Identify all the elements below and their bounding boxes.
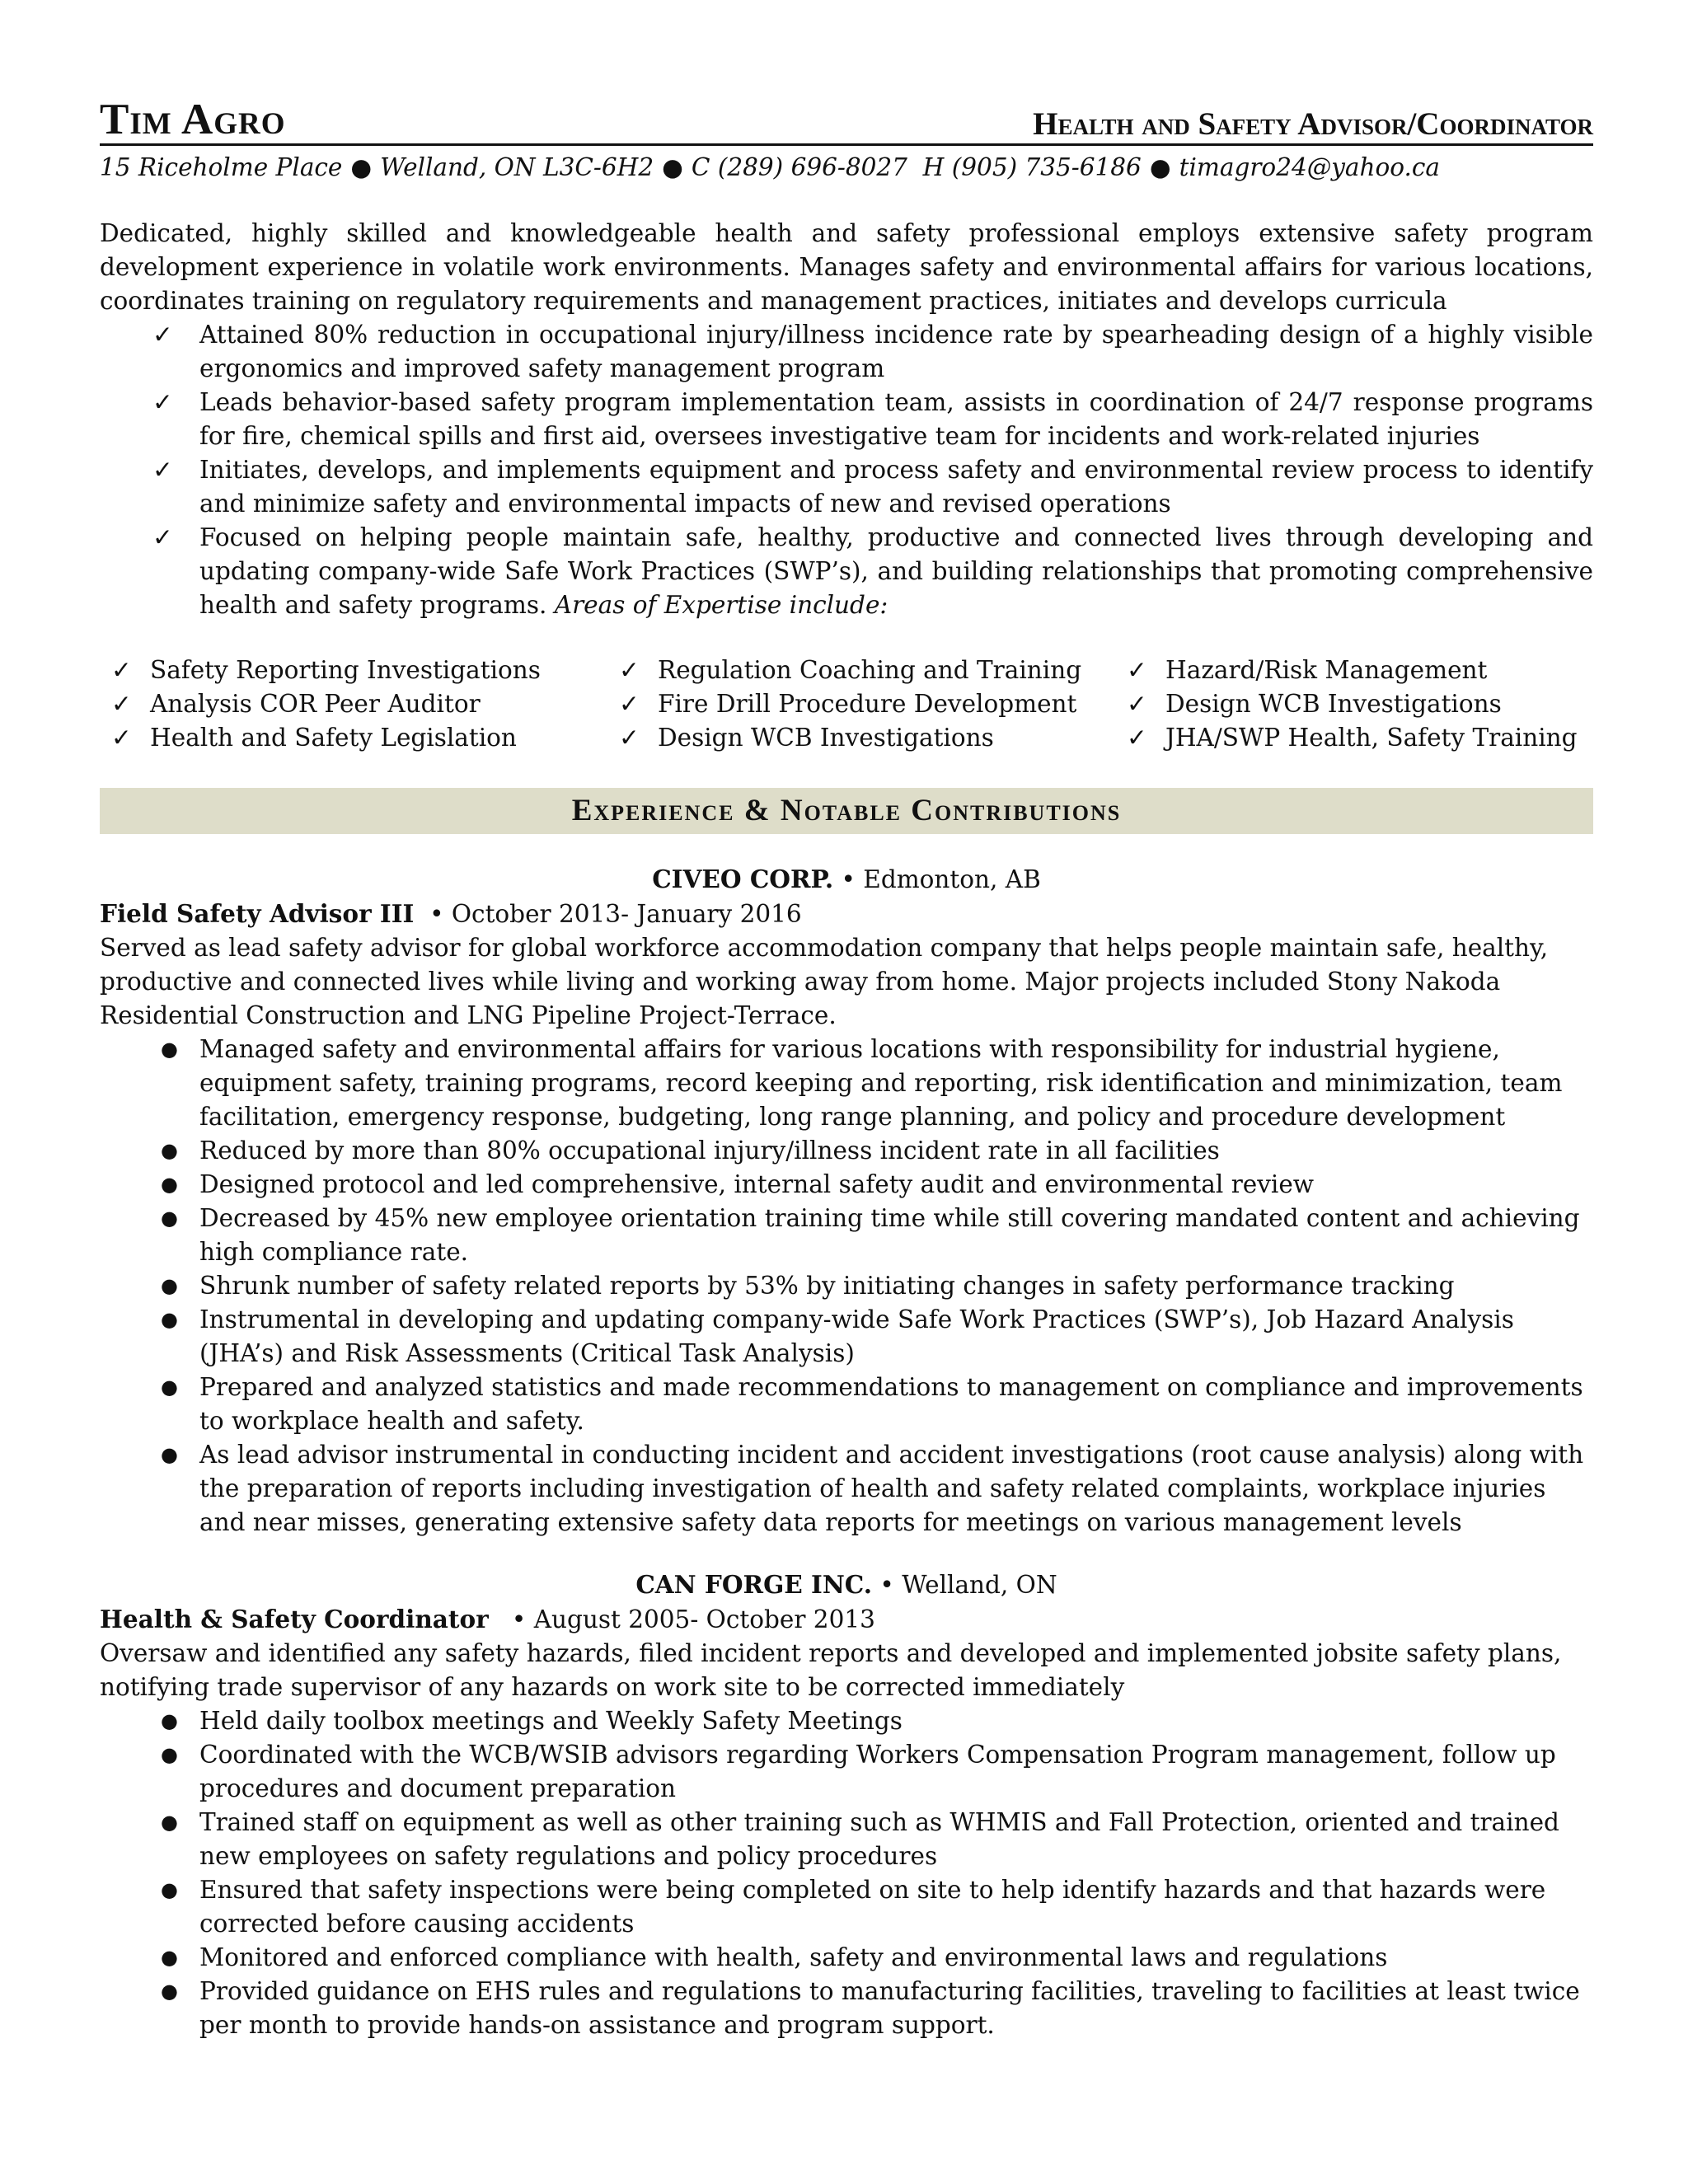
expertise-item: ✓ Analysis COR Peer Auditor [100, 687, 607, 721]
checkmark-icon: ✓ [1127, 656, 1147, 684]
role-description: Served as lead safety advisor for global workforce accommodation company that helps people maintain safe, healthy, productive and connected lives while living and working away from home. Major projects included Stony Nakoda Residential Construction and LNG Pipeline Project-Terrace. [100, 934, 1549, 1029]
bullet-icon: ● [161, 1139, 178, 1162]
role-line [100, 897, 1593, 931]
checkmark-icon: ✓ [111, 724, 132, 752]
checkmark-icon: ✓ [152, 456, 173, 484]
candidate-name: Tim Agro [100, 96, 286, 143]
contact-phones: C (289) 696-8027 H (905) 735-6186 [691, 153, 1142, 181]
list-item: ● Coordinated with the WCB/WSIB advisors regarding Workers Compensation Program management, follow up procedures and document preparation [100, 1738, 1593, 1806]
company-line [100, 1568, 1593, 1602]
expertise-item: ✓ JHA/SWP Health, Safety Training [1115, 721, 1593, 755]
role-title: Field Safety Advisor III [100, 899, 415, 928]
bullet-icon: ● [161, 1038, 178, 1061]
expertise-item: ✓ Design WCB Investigations [1115, 687, 1593, 721]
summary-highlights [100, 318, 1593, 622]
list-item: ● Held daily toolbox meetings and Weekly Safety Meetings [100, 1704, 1593, 1738]
bullet-separator-icon: • [879, 1571, 894, 1599]
expertise-item: ✓ Hazard/Risk Management [1115, 654, 1593, 687]
target-job-title: Health and Safety Advisor/Coordinator [1033, 106, 1593, 142]
company-line [100, 862, 1593, 897]
list-item: ✓ Initiates, develops, and implements equipment and process safety and environmental review process to identify and minimize safety and environmental impacts of new and revised operations [100, 453, 1593, 521]
checkmark-icon: ✓ [619, 656, 640, 684]
list-item: ● Decreased by 45% new employee orientation training time while still covering mandated content and achieving high compliance rate. [100, 1202, 1593, 1269]
list-item: ✓ Focused on helping people maintain safe, healthy, productive and connected lives through developing and updating company-wide Safe Work Practices (SWP’s), and building relationships that promoting comprehensive health and safety programs. Areas of Expertise include: [100, 521, 1593, 622]
list-item: ● As lead advisor instrumental in conducting incident and accident investigations (root cause analysis) along with the preparation of reports including investigation of health and safety related complaints, workplace injuries and near misses, generating extensive safety data reports for meetings on various management levels [100, 1438, 1593, 1540]
bullet-icon: ● [161, 1308, 178, 1331]
list-item: ● Provided guidance on EHS rules and regulations to manufacturing facilities, traveling to facilities at least twice per month to provide hands-on assistance and program support. [100, 1975, 1593, 2042]
bullet-icon: ● [161, 1173, 178, 1196]
checkmark-icon: ✓ [111, 656, 132, 684]
bullet-separator-icon: ● [1149, 153, 1171, 181]
checkmark-icon: ✓ [619, 724, 640, 752]
bullet-icon: ● [161, 1709, 178, 1732]
checkmark-icon: ✓ [619, 690, 640, 718]
bullet-separator-icon: • [841, 865, 856, 893]
bullet-icon: ● [161, 1811, 178, 1834]
list-item: ● Managed safety and environmental affairs for various locations with responsibility for industrial hygiene, equipment safety, training programs, record keeping and reporting, risk identification and minimization, team facilitation, emergency response, budgeting, long range planning, and policy and procedure development [100, 1033, 1593, 1134]
bullet-icon: ● [161, 1274, 178, 1297]
checkmark-icon: ✓ [152, 523, 173, 551]
expertise-column [100, 654, 607, 755]
bullet-separator-icon: • [429, 900, 444, 928]
areas-of-expertise [100, 654, 1593, 755]
list-item: ● Ensured that safety inspections were being completed on site to help identify hazards and that hazards were corrected before causing accidents [100, 1873, 1593, 1941]
list-item: ● Instrumental in developing and updating company-wide Safe Work Practices (SWP’s), Job Hazard Analysis (JHA’s) and Risk Assessments (Critical Task Analysis) [100, 1303, 1593, 1371]
bullet-icon: ● [161, 1946, 178, 1969]
checkmark-icon: ✓ [152, 321, 173, 349]
role-dates: August 2005- October 2013 [533, 1605, 875, 1633]
expertise-column [607, 654, 1115, 755]
contact-email[interactable]: timagro24@yahoo.ca [1179, 153, 1440, 181]
checkmark-icon: ✓ [152, 388, 173, 416]
contact-city: Welland, ON L3C-6H2 [380, 153, 654, 181]
role-line [100, 1602, 1593, 1637]
bullet-separator-icon: • [511, 1605, 527, 1633]
expertise-item: ✓ Safety Reporting Investigations [100, 654, 607, 687]
bullet-separator-icon: ● [662, 153, 683, 181]
role-title: Health & Safety Coordinator [100, 1605, 489, 1633]
resume-content [100, 89, 1593, 2042]
role-dates: October 2013- January 2016 [451, 900, 802, 928]
role-achievements [100, 1033, 1593, 1540]
list-item: ● Shrunk number of safety related reports by 53% by initiating changes in safety performance tracking [100, 1269, 1593, 1303]
list-item: ● Trained staff on equipment as well as other training such as WHMIS and Fall Protection, oriented and trained new employees on safety regulations and policy procedures [100, 1806, 1593, 1873]
list-item: ✓ Leads behavior-based safety program implementation team, assists in coordination of 24/7 response programs for fire, chemical spills and first aid, oversees investigative team for incidents and work-related injuries [100, 386, 1593, 453]
bullet-icon: ● [161, 1878, 178, 1901]
list-item: ● Designed protocol and led comprehensive, internal safety audit and environmental review [100, 1168, 1593, 1202]
expertise-item: ✓ Design WCB Investigations [607, 721, 1115, 755]
expertise-item: ✓ Health and Safety Legislation [100, 721, 607, 755]
bullet-separator-icon: ● [350, 153, 373, 181]
company-location: Welland, ON [902, 1571, 1057, 1599]
checkmark-icon: ✓ [1127, 724, 1147, 752]
experience-section-heading: Experience & Notable Contributions [100, 788, 1593, 834]
bullet-icon: ● [161, 1207, 178, 1230]
contact-line [100, 151, 1593, 184]
company-name: CAN FORGE INC. [635, 1570, 873, 1599]
bullet-icon: ● [161, 1743, 178, 1766]
company-location: Edmonton, AB [863, 865, 1041, 893]
bullet-icon: ● [161, 1443, 178, 1466]
checkmark-icon: ✓ [1127, 690, 1147, 718]
expertise-item: ✓ Regulation Coaching and Training [607, 654, 1115, 687]
bullet-icon: ● [161, 1980, 178, 2003]
list-item: ✓ Attained 80% reduction in occupational injury/illness incidence rate by spearheading design of a highly visible ergonomics and improved safety management program [100, 318, 1593, 386]
summary-paragraph: Dedicated, highly skilled and knowledgeable health and safety professional employs extensive safety program development experience in volatile work environments. Manages safety and environmental affairs for various locations, coordinates training on regulatory requirements and management practices, initiates and develops curricula [100, 219, 1593, 315]
expertise-item: ✓ Fire Drill Procedure Development [607, 687, 1115, 721]
role-achievements [100, 1704, 1593, 2042]
company-name: CIVEO CORP. [652, 865, 834, 893]
resume-header [100, 89, 1593, 146]
list-item: ● Reduced by more than 80% occupational injury/illness incident rate in all facilities [100, 1134, 1593, 1168]
expertise-column [1115, 654, 1593, 755]
list-item: ● Monitored and enforced compliance with health, safety and environmental laws and regulations [100, 1941, 1593, 1975]
expertise-intro: Areas of Expertise include: [554, 591, 889, 619]
checkmark-icon: ✓ [111, 690, 132, 718]
list-item: ● Prepared and analyzed statistics and made recommendations to management on compliance and improvements to workplace health and safety. [100, 1371, 1593, 1438]
bullet-icon: ● [161, 1376, 178, 1399]
contact-address: 15 Riceholme Place [100, 153, 343, 181]
role-description: Oversaw and identified any safety hazards, filed incident reports and developed and implemented jobsite safety plans, notifying trade supervisor of any hazards on work site to be corrected immediately [100, 1639, 1562, 1701]
